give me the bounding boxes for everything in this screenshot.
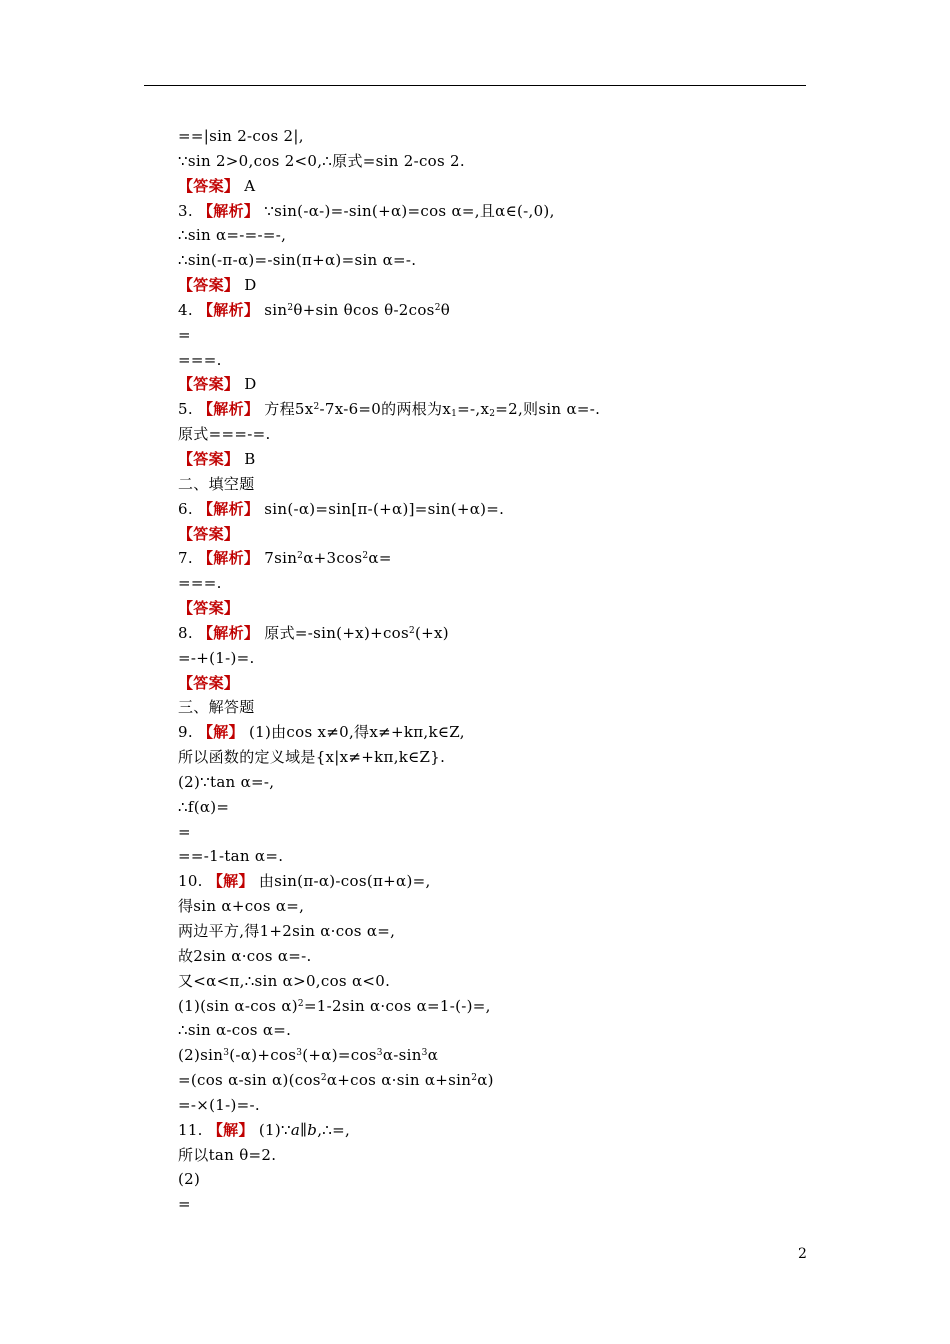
analysis-text: 原式=-sin(+x)+cos: [259, 623, 409, 642]
text-line: ===.: [178, 350, 222, 369]
text-line: [178, 1068, 798, 1093]
text-line: 原式===-=.: [178, 425, 271, 444]
analysis-text: 7sin: [259, 549, 298, 568]
text-line: (2)∵tan α=-,: [178, 772, 275, 791]
superscript: 2: [313, 402, 320, 413]
text-line: [178, 994, 798, 1019]
superscript: 2: [409, 625, 416, 636]
math-text: (-α)+cos: [229, 1046, 297, 1065]
text-line: ∴sin α-cos α=.: [178, 1021, 292, 1040]
text-line: 得sin α+cos α=,: [178, 897, 305, 916]
problem-number: 9.: [178, 723, 193, 742]
problem-number: 3.: [178, 201, 193, 220]
answer-line: [178, 522, 798, 547]
solution-line: [178, 869, 798, 894]
answer-tag: 【答案】: [178, 276, 240, 295]
problem-number: 8.: [178, 623, 193, 642]
analysis-text: 方程5x: [259, 400, 314, 419]
analysis-tag: 【解析】: [198, 549, 260, 568]
analysis-line: [178, 397, 798, 422]
solution-text: (1)∵: [253, 1120, 291, 1139]
analysis-line: [178, 298, 798, 323]
analysis-text: sin: [259, 300, 288, 319]
analysis-text: α=: [368, 549, 392, 568]
answer-tag: 【答案】: [178, 524, 240, 543]
text-line: =: [178, 325, 191, 344]
problem-number: 4.: [178, 300, 193, 319]
math-text: (1)(sin α-cos α): [178, 996, 298, 1015]
analysis-text: =2,则sin α=-.: [495, 400, 601, 419]
analysis-text: =-,x: [457, 400, 490, 419]
math-text: =1-2sin α·cos α=1-(-)=,: [303, 996, 491, 1015]
text-line: 两边平方,得1+2sin α·cos α=,: [178, 922, 396, 940]
solution-text: 由sin(π-α)-cos(π+α)=,: [253, 872, 431, 891]
answer-value: D: [239, 276, 257, 295]
answer-value: D: [239, 375, 257, 394]
superscript: 3: [376, 1048, 383, 1059]
analysis-text: θ: [440, 300, 451, 319]
problem-number: 10.: [178, 872, 203, 891]
text-line: ==-1-tan α=.: [178, 847, 284, 866]
answer-value: B: [239, 449, 256, 468]
answer-tag: 【答案】: [178, 599, 240, 618]
superscript: 2: [297, 551, 304, 562]
text-line: (2): [178, 1170, 201, 1189]
subscript: 1: [451, 409, 458, 420]
math-text: α: [427, 1046, 439, 1065]
answer-line: [178, 447, 798, 472]
analysis-line: [178, 497, 798, 522]
math-text: =(cos α-sin α)(cos: [178, 1071, 321, 1090]
answer-tag: 【答案】: [178, 375, 240, 394]
analysis-text: (+x): [415, 623, 449, 642]
superscript: 2: [434, 302, 441, 313]
answer-content: [178, 124, 798, 1217]
text-line: ∵sin 2>0,cos 2<0,∴原式=sin 2-cos 2.: [178, 151, 465, 170]
math-text: α+cos α·sin α+sin: [326, 1071, 472, 1090]
answer-line: [178, 174, 798, 199]
problem-number: 5.: [178, 400, 193, 419]
solution-text: (1)由cos x≠0,得x≠+kπ,k∈Z,: [243, 723, 465, 742]
math-text: α-sin: [382, 1046, 422, 1065]
math-text: α): [477, 1071, 494, 1090]
answer-line: [178, 372, 798, 397]
text-line: ∴f(α)=: [178, 797, 230, 816]
subscript: 2: [489, 409, 496, 420]
text-line: =-×(1-)=-.: [178, 1095, 260, 1114]
solution-tag: 【解】: [207, 872, 254, 891]
superscript: 3: [223, 1048, 230, 1059]
analysis-tag: 【解析】: [198, 499, 260, 518]
analysis-tag: 【解析】: [198, 201, 260, 220]
answer-line: [178, 671, 798, 696]
superscript: 3: [296, 1048, 303, 1059]
superscript: 2: [287, 302, 294, 313]
problem-number: 7.: [178, 549, 193, 568]
solution-line: [178, 720, 798, 745]
analysis-tag: 【解析】: [198, 623, 260, 642]
analysis-text: α+3cos: [303, 549, 363, 568]
text-line: ===.: [178, 574, 222, 593]
text-line: =-+(1-)=.: [178, 648, 255, 667]
solution-tag: 【解】: [198, 723, 244, 742]
text-line: 所以函数的定义域是{x|x≠+kπ,k∈Z}.: [178, 748, 446, 767]
text-line: 又<α<π,∴sin α>0,cos α<0.: [178, 971, 391, 990]
analysis-text: θ+sin θcos θ-2cos: [293, 300, 435, 319]
analysis-tag: 【解析】: [198, 300, 260, 319]
answer-tag: 【答案】: [178, 176, 240, 195]
text-line: 故2sin α·cos α=-.: [178, 946, 312, 965]
superscript: 2: [320, 1073, 327, 1084]
section-heading: 二、填空题: [178, 474, 255, 493]
problem-number: 11.: [178, 1120, 203, 1139]
vector-b: b: [307, 1120, 318, 1139]
solution-line: [178, 1118, 798, 1143]
answer-line: [178, 273, 798, 298]
analysis-text: ∵sin(-α-)=-sin(+α)=cos α=,且α∈(-,0),: [259, 201, 555, 220]
text-line: =: [178, 822, 191, 841]
analysis-line: [178, 546, 798, 571]
page-number: 2: [798, 1246, 807, 1262]
analysis-text: sin(-α)=sin[π-(+α)]=sin(+α)=.: [259, 499, 505, 518]
text-line: [178, 1043, 798, 1068]
math-text: (2)sin: [178, 1046, 224, 1065]
superscript: 3: [421, 1048, 428, 1059]
solution-tag: 【解】: [207, 1120, 254, 1139]
text-line: ∴sin(-π-α)=-sin(π+α)=sin α=-.: [178, 251, 417, 270]
section-heading: 三、解答题: [178, 698, 255, 717]
analysis-line: [178, 199, 798, 224]
header-rule: [144, 85, 806, 86]
answer-tag: 【答案】: [178, 449, 240, 468]
solution-text: ∥: [300, 1120, 308, 1139]
analysis-tag: 【解析】: [198, 400, 260, 419]
answer-value: A: [239, 176, 256, 195]
text-line: ∴sin α=-=-=-,: [178, 226, 287, 245]
superscript: 2: [362, 551, 369, 562]
problem-number: 6.: [178, 499, 193, 518]
text-line: =: [178, 1195, 191, 1214]
superscript: 2: [471, 1073, 478, 1084]
analysis-line: [178, 621, 798, 646]
answer-line: [178, 596, 798, 621]
text-line: 所以tan θ=2.: [178, 1145, 277, 1164]
superscript: 2: [297, 998, 304, 1009]
analysis-text: -7x-6=0的两根为x: [319, 400, 452, 419]
answer-tag: 【答案】: [178, 673, 240, 692]
vector-a: a: [290, 1120, 301, 1139]
solution-text: ,∴=,: [317, 1120, 351, 1139]
text-line: ==|sin 2-cos 2|,: [178, 127, 304, 145]
math-text: (+α)=cos: [302, 1046, 377, 1065]
